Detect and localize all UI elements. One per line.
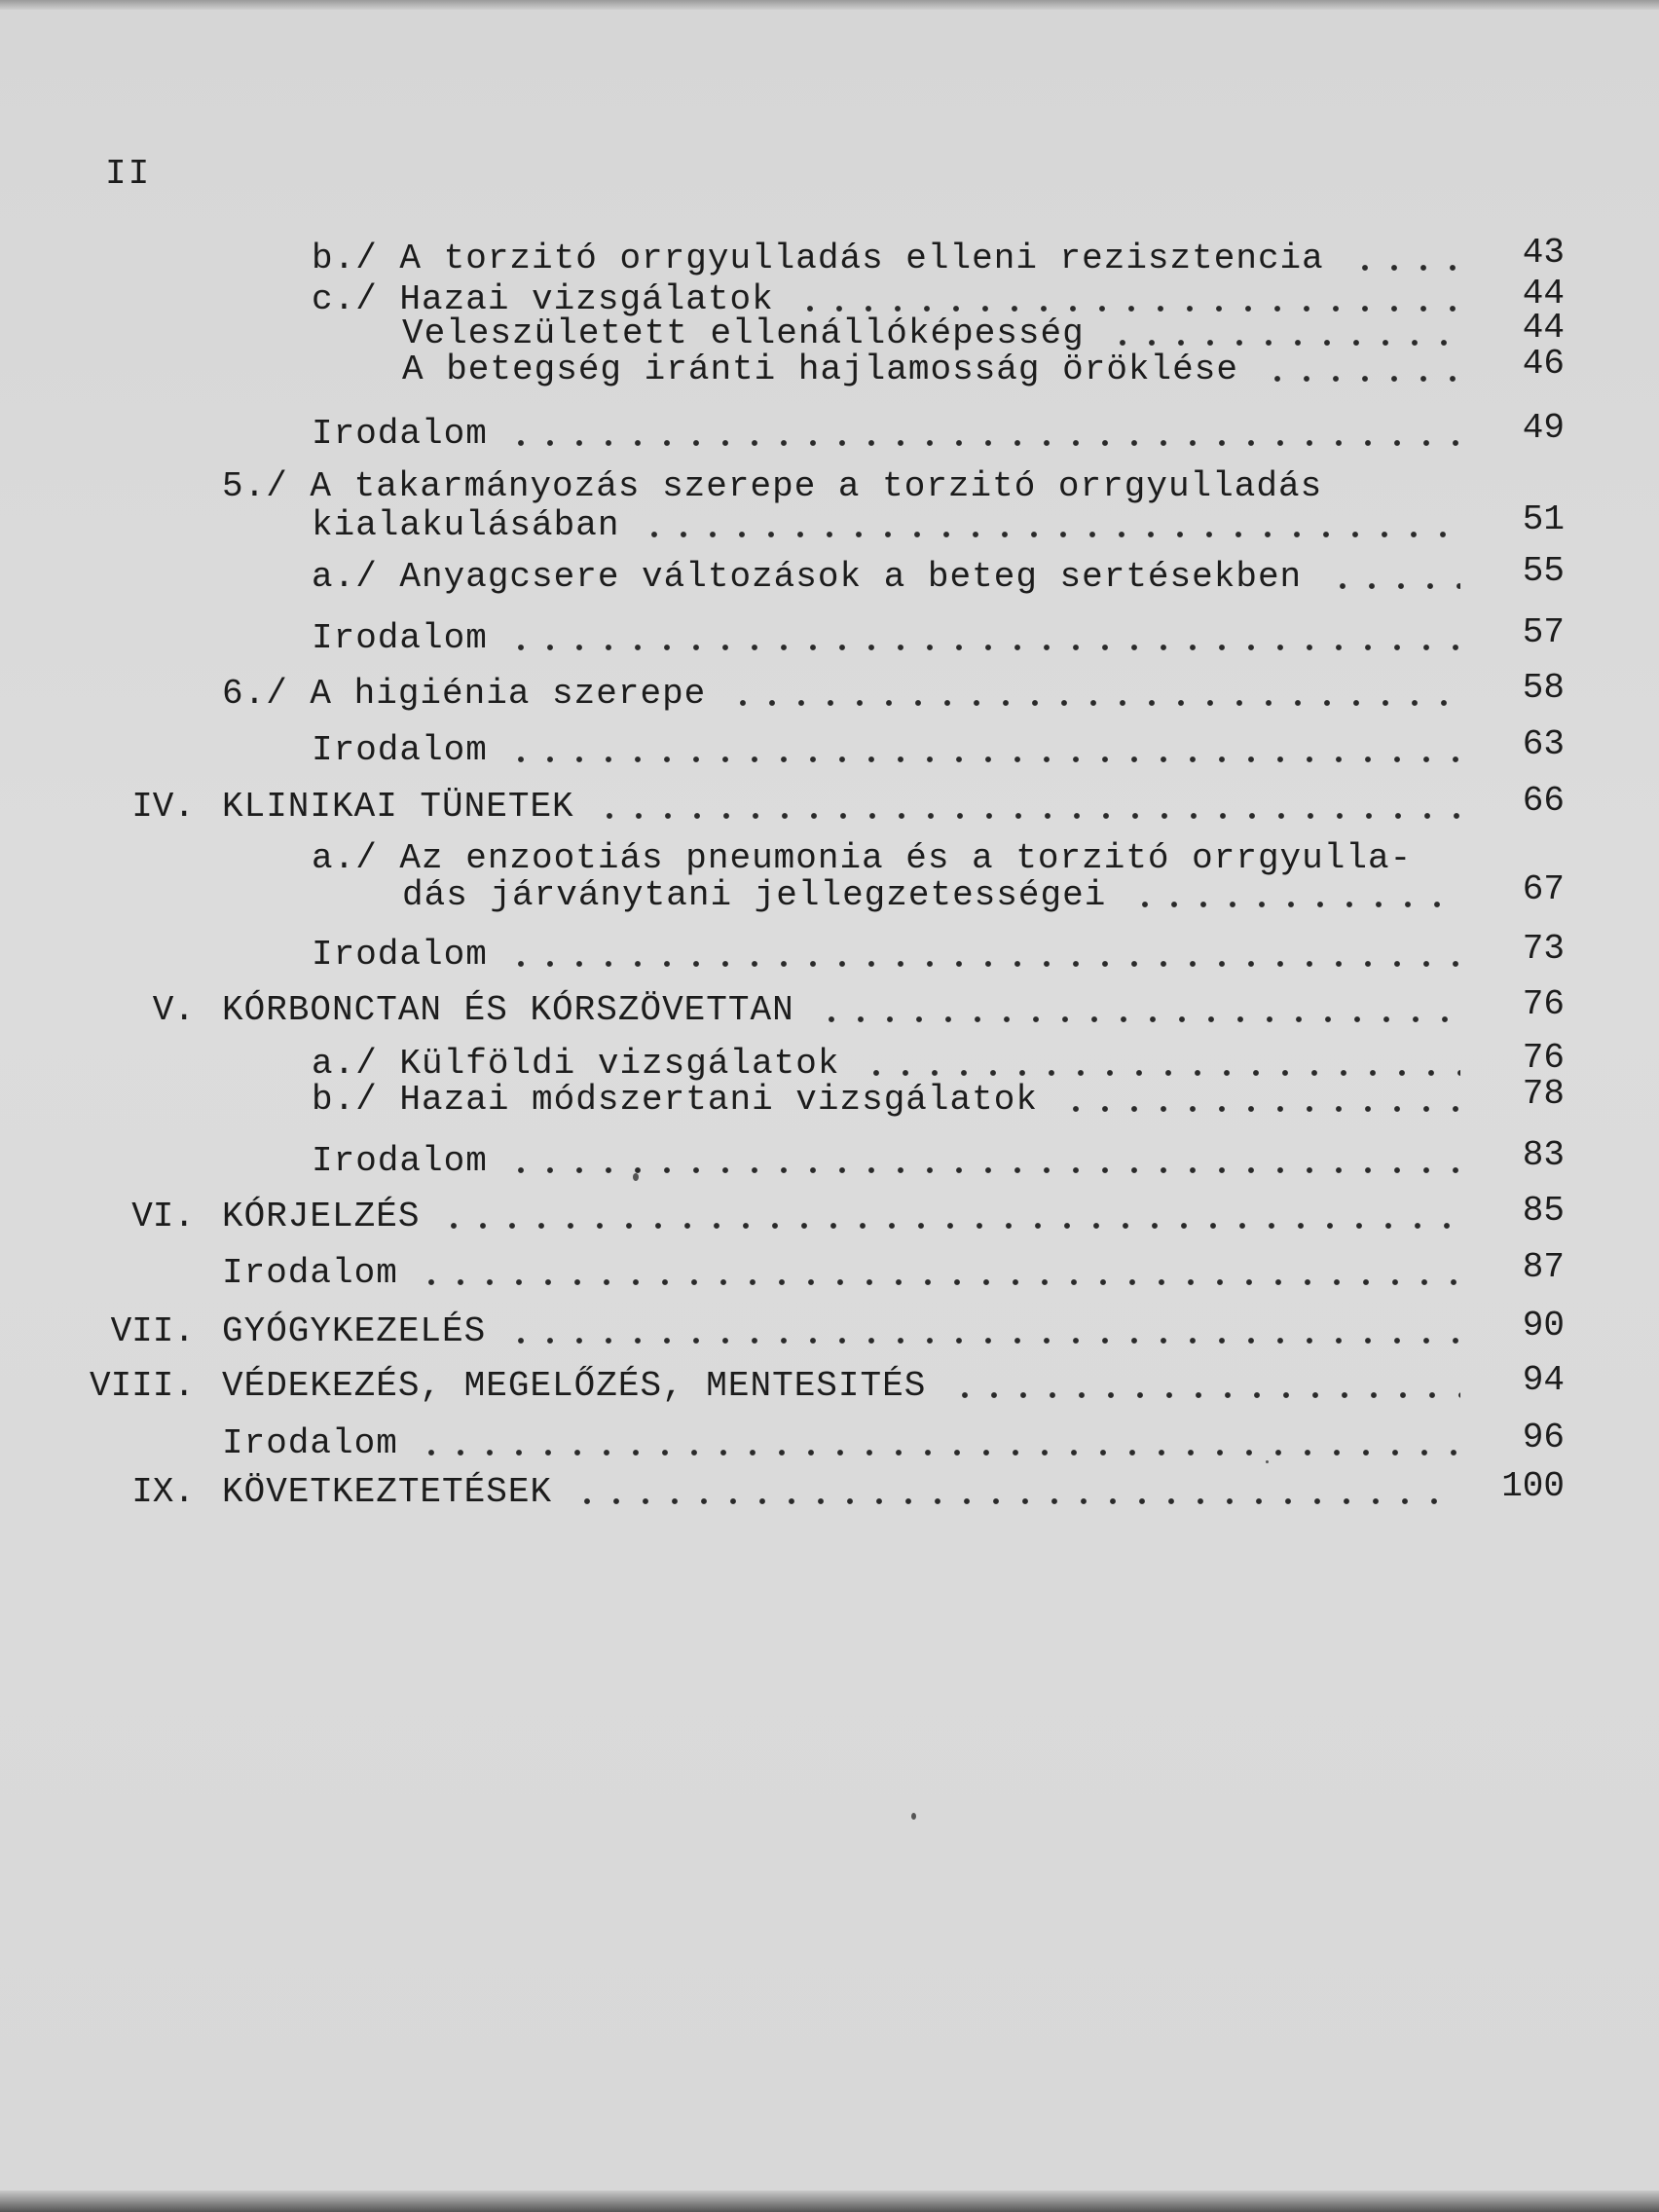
toc-entry-title: GYÓGYKEZELÉS [222,1311,487,1351]
toc-page-number: 78 [1522,1074,1565,1114]
toc-page-number: 51 [1522,499,1565,539]
toc-dot-leader [817,1016,1460,1022]
toc-page-number: 85 [1522,1191,1565,1231]
toc-entry-title: KLINIKAI TÜNETEK [222,787,574,827]
toc-page-number: 100 [1501,1466,1565,1506]
toc-entry-title: dás járványtani jellegzetességei [402,875,1107,915]
toc-section-numeral: VII. [110,1311,195,1351]
toc-dot-leader [1108,340,1460,346]
paper-speck [1266,1460,1269,1463]
toc-dot-leader [1263,376,1460,382]
toc-dot-leader [795,306,1460,312]
toc-dot-leader [506,1167,1460,1173]
toc-dot-leader [595,813,1460,819]
toc-dot-leader [1130,902,1460,907]
toc-entry-title: Irodalom [312,730,488,770]
toc-page-number: 49 [1522,408,1565,448]
toc-entry-title: KÓRJELZÉS [222,1197,421,1236]
toc-entry-title: Irodalom [312,414,488,454]
toc-page-number: 46 [1522,344,1565,384]
toc-entry-title: 6./ A higiénia szerepe [222,674,707,714]
toc-page-number: 76 [1522,984,1565,1024]
toc-page-number: 55 [1522,551,1565,591]
toc-page-number: 67 [1522,869,1565,909]
toc-page-number: 44 [1522,274,1565,313]
toc-section-numeral: V. [152,990,195,1030]
toc-page-number: 63 [1522,724,1565,764]
toc-dot-leader [1061,1106,1460,1112]
toc-entry-title: VÉDEKEZÉS, MEGELŐZÉS, MENTESITÉS [222,1366,927,1406]
toc-entry-title: kialakulásában [312,505,620,545]
toc-dot-leader [439,1223,1460,1229]
toc-page-number: 94 [1522,1360,1565,1400]
page-bottom-edge [0,2191,1659,2212]
toc-dot-leader [417,1279,1460,1285]
toc-dot-leader [417,1450,1460,1456]
toc-page-number: 66 [1522,781,1565,821]
toc-entry-title: b./ Hazai módszertani vizsgálatok [312,1080,1038,1120]
toc-page-number: 96 [1522,1418,1565,1457]
toc-entry-title: a./ Az enzootiás pneumonia és a torzitó orrgyulla- [312,838,1413,878]
toc-entry-title: b./ A torzitó orrgyulladás elleni rezisztencia [312,239,1324,278]
toc-dot-leader [862,1070,1460,1076]
toc-entry-title: Irodalom [222,1423,398,1463]
toc-section-numeral: IX. [131,1472,195,1512]
toc-entry-title: Irodalom [312,935,488,975]
toc-entry-title: KÓRBONCTAN ÉS KÓRSZÖVETTAN [222,990,794,1030]
toc-dot-leader [950,1392,1460,1398]
toc-page-number: 43 [1522,233,1565,273]
toc-entry-title: a./ Anyagcsere változások a beteg sertésekben [312,557,1303,597]
toc-dot-leader [506,961,1460,967]
toc-page-number: 83 [1522,1135,1565,1175]
toc-dot-leader [572,1498,1460,1504]
toc-dot-leader [640,532,1460,537]
toc-dot-leader [728,700,1460,706]
paper-speck [633,1173,639,1181]
toc-entry-title: Irodalom [312,618,488,658]
toc-dot-leader [506,440,1460,446]
toc-entry-title: Veleszületett ellenállóképesség [402,313,1085,353]
toc-page-number: 73 [1522,929,1565,969]
paper-speck [911,1813,916,1820]
toc-page-number: 87 [1522,1247,1565,1287]
toc-entry-title: KÖVETKEZTETÉSEK [222,1472,553,1512]
toc-section-numeral: IV. [131,787,195,827]
page-top-edge [0,0,1659,10]
toc-dot-leader [1350,265,1460,271]
toc-entry-title: A betegség iránti hajlamosság öröklése [402,350,1238,389]
toc-dot-leader [506,1338,1460,1344]
toc-dot-leader [1328,583,1460,589]
toc-section-numeral: VIII. [89,1366,195,1406]
toc-dot-leader [506,756,1460,762]
toc-entry-title: 5./ A takarmányozás szerepe a torzitó orrgyulladás [222,466,1323,506]
toc-page-number: 57 [1522,612,1565,652]
toc-section-numeral: VI. [131,1197,195,1236]
toc-entry-title: c./ Hazai vizsgálatok [312,279,774,319]
toc-entry-title: Irodalom [222,1253,398,1293]
toc-entry-title: a./ Külföldi vizsgálatok [312,1044,840,1084]
toc-page-number: 58 [1522,668,1565,708]
toc-entry-title: Irodalom [312,1141,488,1181]
toc-page-number: 90 [1522,1306,1565,1346]
toc-dot-leader [506,645,1460,650]
toc-page-number: 44 [1522,308,1565,348]
page-number: II [105,154,152,194]
toc-page-number: 76 [1522,1038,1565,1078]
